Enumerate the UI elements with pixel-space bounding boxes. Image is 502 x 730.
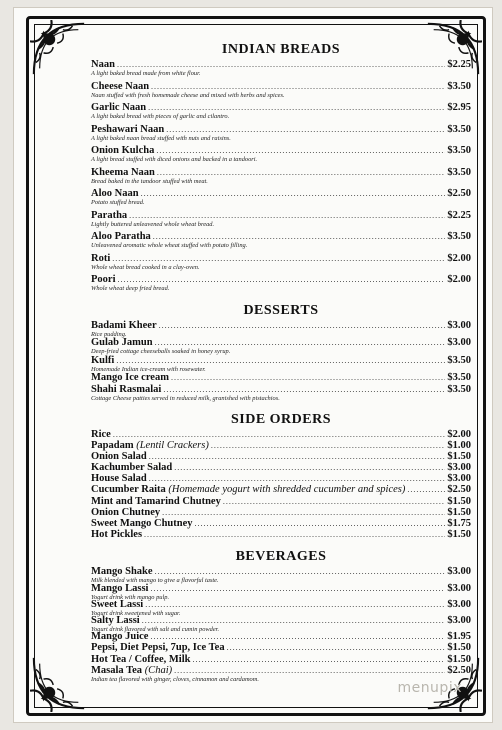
item-price: $2.00 xyxy=(447,274,471,285)
item-description: Bread baked in the tandoor stuffed with meat. xyxy=(91,177,208,185)
menu-item xyxy=(91,188,471,210)
item-note: (Chai) xyxy=(144,664,173,676)
menu-item xyxy=(91,665,471,681)
menu-item xyxy=(91,372,471,384)
item-name: Aloo Naan xyxy=(91,188,139,199)
menu-item xyxy=(91,518,471,529)
dot-leader xyxy=(171,372,445,383)
ornamental-corner-icon xyxy=(30,20,88,78)
dot-leader xyxy=(116,355,445,366)
item-price: $3.50 xyxy=(447,384,471,395)
item-name: Salty Lassi xyxy=(91,614,140,626)
dot-leader xyxy=(174,462,445,473)
item-name: Onion Kulcha xyxy=(91,145,155,156)
item-name-text: House Salad xyxy=(91,473,147,485)
dot-leader xyxy=(144,529,445,540)
item-price: $3.00 xyxy=(447,598,471,610)
section-title-indian-breads: INDIAN BREADS xyxy=(221,42,341,57)
item-note: (Homemade yogurt with shredded cucumber and spices) xyxy=(168,484,406,496)
item-name: Roti xyxy=(91,252,111,264)
item-name-text: Rice xyxy=(91,428,111,440)
item-description: Potato stuffed bread. xyxy=(91,199,145,206)
dot-leader xyxy=(112,253,445,264)
item-name-text: Onion Salad xyxy=(91,450,147,462)
item-price: $1.50 xyxy=(447,642,471,654)
item-name: Naan xyxy=(91,59,115,70)
item-name xyxy=(91,451,147,462)
desserts-list xyxy=(91,320,471,402)
menu-item xyxy=(91,429,471,440)
item-description: Unleavened aromatic whole wheat stuffed with potato filling. xyxy=(91,242,248,249)
menu-item xyxy=(91,507,471,518)
item-price: $2.00 xyxy=(447,428,471,440)
item-name xyxy=(91,440,209,451)
menu-item xyxy=(91,599,471,615)
dot-leader xyxy=(166,124,445,135)
item-name xyxy=(91,462,172,473)
menu-item xyxy=(91,642,471,653)
item-name-text: Cucumber Raita xyxy=(91,484,166,496)
item-name: Poori xyxy=(91,274,116,285)
dot-leader xyxy=(227,642,446,653)
dot-leader xyxy=(211,440,446,451)
dot-leader xyxy=(148,102,445,113)
item-price: $3.50 xyxy=(447,372,471,383)
dot-leader xyxy=(113,429,446,440)
menu-item xyxy=(91,81,471,103)
dot-leader xyxy=(223,496,446,507)
menu-item xyxy=(91,253,471,275)
item-price: $3.50 xyxy=(447,354,471,366)
item-price: $1.00 xyxy=(447,439,471,451)
item-name: Mango Lassi xyxy=(91,582,149,594)
menu-item xyxy=(91,320,471,338)
item-name: Badami Kheer xyxy=(91,319,157,331)
dot-leader xyxy=(141,188,446,199)
dot-leader xyxy=(149,451,446,462)
item-price: $2.50 xyxy=(447,484,471,496)
menu-item xyxy=(91,529,471,540)
item-description: Yogurt drink with mango pulp. xyxy=(91,593,170,601)
ornamental-corner-icon xyxy=(30,654,88,712)
dot-leader xyxy=(174,665,445,676)
ornamental-border xyxy=(26,16,486,716)
menu-item xyxy=(91,231,471,253)
item-name xyxy=(91,429,111,440)
item-description: Naan stuffed with fresh homemade cheese and mixed with herbs and spices. xyxy=(91,91,285,99)
menu-item xyxy=(91,167,471,189)
menu-item xyxy=(91,566,471,585)
menu-item xyxy=(91,124,471,146)
item-name: Cheese Naan xyxy=(91,80,150,92)
item-name: Mango Ice cream xyxy=(91,372,169,383)
item-note: (Lentil Crackers) xyxy=(136,439,209,451)
item-name: Mango Juice xyxy=(91,631,149,643)
item-price: $1.50 xyxy=(447,495,471,507)
section-title-beverages: BEVERAGES xyxy=(235,549,327,565)
item-description: Yogurt drink flavored with salt and cumin powder. xyxy=(91,625,220,633)
dot-leader xyxy=(159,320,446,331)
menu-item xyxy=(91,615,471,631)
item-description: Whole wheat deep fried bread. xyxy=(91,285,170,292)
menu-item xyxy=(91,473,471,484)
item-description: A light baked bread made from white flour. xyxy=(91,70,201,77)
menu-item xyxy=(91,145,471,167)
menu-item xyxy=(91,355,471,373)
item-name xyxy=(91,484,405,495)
menu-item xyxy=(91,59,471,81)
dot-leader xyxy=(118,274,446,285)
breads-list xyxy=(91,59,471,296)
item-price: $3.50 xyxy=(447,231,471,242)
item-price: $3.00 xyxy=(447,582,471,594)
item-price: $2.25 xyxy=(447,209,471,221)
dot-leader xyxy=(163,384,445,395)
item-price: $3.00 xyxy=(447,319,471,331)
item-price: $2.95 xyxy=(447,102,471,113)
dot-leader xyxy=(150,583,445,594)
beverages-list xyxy=(91,566,471,681)
item-name-text: Sweet Mango Chutney xyxy=(91,518,193,529)
item-price: $2.50 xyxy=(447,188,471,199)
item-name: Mango Shake xyxy=(91,566,153,578)
item-name: Paratha xyxy=(91,209,128,221)
item-description: Cottage Cheese patties served in reduced milk, granished with pistachios. xyxy=(91,395,280,402)
side-orders-list xyxy=(91,429,471,541)
item-name: Shahi Rasmalai xyxy=(91,384,162,395)
item-price: $3.00 xyxy=(447,566,471,578)
menu-item xyxy=(91,496,471,507)
dot-leader xyxy=(162,507,445,518)
dot-leader xyxy=(195,518,446,529)
section-title-desserts: DESSERTS xyxy=(243,302,319,318)
item-price: $1.75 xyxy=(447,518,471,529)
dot-leader xyxy=(145,599,445,610)
item-description: Yogurt drink sweetened with sugar. xyxy=(91,609,181,617)
item-price: $3.00 xyxy=(447,473,471,485)
item-name-text: Papadam xyxy=(91,439,134,451)
item-name-text: Hot Pickles xyxy=(91,529,143,541)
item-price: $3.50 xyxy=(447,166,471,178)
dot-leader xyxy=(156,145,445,156)
item-name: Garlic Naan xyxy=(91,102,147,113)
item-name-text: Mint and Tamarind Chutney xyxy=(91,495,221,507)
item-name xyxy=(91,665,172,676)
menu-item xyxy=(91,337,471,355)
item-price: $1.50 xyxy=(447,450,471,462)
dot-leader xyxy=(153,231,446,242)
item-price: $3.50 xyxy=(447,123,471,135)
item-name xyxy=(91,507,160,518)
menu-item xyxy=(91,631,471,642)
item-price: $3.00 xyxy=(447,337,471,348)
dot-leader xyxy=(407,484,445,495)
menu-item xyxy=(91,583,471,599)
item-name xyxy=(91,518,193,529)
dot-leader xyxy=(129,210,445,221)
item-description: A light baked bread with pieces of garlic and cilantro. xyxy=(91,113,230,120)
item-name-text: Masala Tea xyxy=(91,664,143,676)
menu-item xyxy=(91,462,471,473)
menu-item xyxy=(91,384,471,402)
item-price: $1.50 xyxy=(447,653,471,665)
menu-content xyxy=(91,39,471,681)
item-price: $3.50 xyxy=(447,80,471,92)
item-description: Deep-fried cottage cheeseballs soaked in honey syrup. xyxy=(91,348,231,355)
item-name xyxy=(91,473,147,484)
dot-leader xyxy=(150,631,445,642)
item-name: Peshawari Naan xyxy=(91,123,165,135)
item-name-text: Kachumber Salad xyxy=(91,462,173,474)
item-price: $3.50 xyxy=(447,145,471,156)
item-name-text: Onion Chutney xyxy=(91,506,161,518)
item-description: Lightly buttered unleavened whole wheat bread. xyxy=(91,220,215,228)
item-price: $2.00 xyxy=(447,252,471,264)
item-price: $2.50 xyxy=(447,664,471,676)
dot-leader xyxy=(155,566,446,577)
item-description: A light baked naan bread stuffed with nuts and raisins. xyxy=(91,134,231,142)
menu-page xyxy=(14,8,492,722)
dot-leader xyxy=(142,615,446,626)
item-price: $3.00 xyxy=(447,462,471,474)
dot-leader xyxy=(157,167,446,178)
item-price: $3.00 xyxy=(447,614,471,626)
dot-leader xyxy=(117,59,445,70)
item-description: Homemade Indian ice-cream with rosewater. xyxy=(91,365,206,373)
item-price: $2.25 xyxy=(447,59,471,70)
menu-item xyxy=(91,102,471,124)
item-price: $1.50 xyxy=(447,529,471,541)
dot-leader xyxy=(155,337,446,348)
item-name: Sweet Lassi xyxy=(91,598,144,610)
menu-item xyxy=(91,654,471,665)
menu-item xyxy=(91,210,471,232)
item-name: Kheema Naan xyxy=(91,166,155,178)
item-name: Kulfi xyxy=(91,354,115,366)
item-name: Pepsi, Diet Pepsi, 7up, Ice Tea xyxy=(91,642,225,654)
section-title-side-orders: SIDE ORDERS xyxy=(230,411,332,427)
item-name xyxy=(91,496,221,507)
menu-item xyxy=(91,440,471,451)
item-description: Indian tea flavored with ginger, cloves, cinnamon and cardamom. xyxy=(91,675,259,683)
menu-item xyxy=(91,274,471,296)
item-name: Hot Tea / Coffee, Milk xyxy=(91,653,191,665)
dot-leader xyxy=(149,473,446,484)
dot-leader xyxy=(192,654,445,665)
dot-leader xyxy=(151,81,445,92)
item-description: Milk blended with mango to give a flavorful taste. xyxy=(91,577,219,585)
watermark-text: menupix xyxy=(397,680,462,696)
item-description: Whole wheat bread cooked in a clay-oven. xyxy=(91,263,200,271)
menu-item xyxy=(91,484,471,495)
item-price: $1.50 xyxy=(447,506,471,518)
item-description: A light bread stuffed with diced onions and backed in a tandoori. xyxy=(91,156,258,163)
item-name: Gulab Jamun xyxy=(91,337,153,348)
item-description: Rice pudding. xyxy=(91,330,127,338)
item-name xyxy=(91,529,142,540)
menu-item xyxy=(91,451,471,462)
item-price: $1.95 xyxy=(447,631,471,643)
item-name: Aloo Paratha xyxy=(91,231,151,242)
